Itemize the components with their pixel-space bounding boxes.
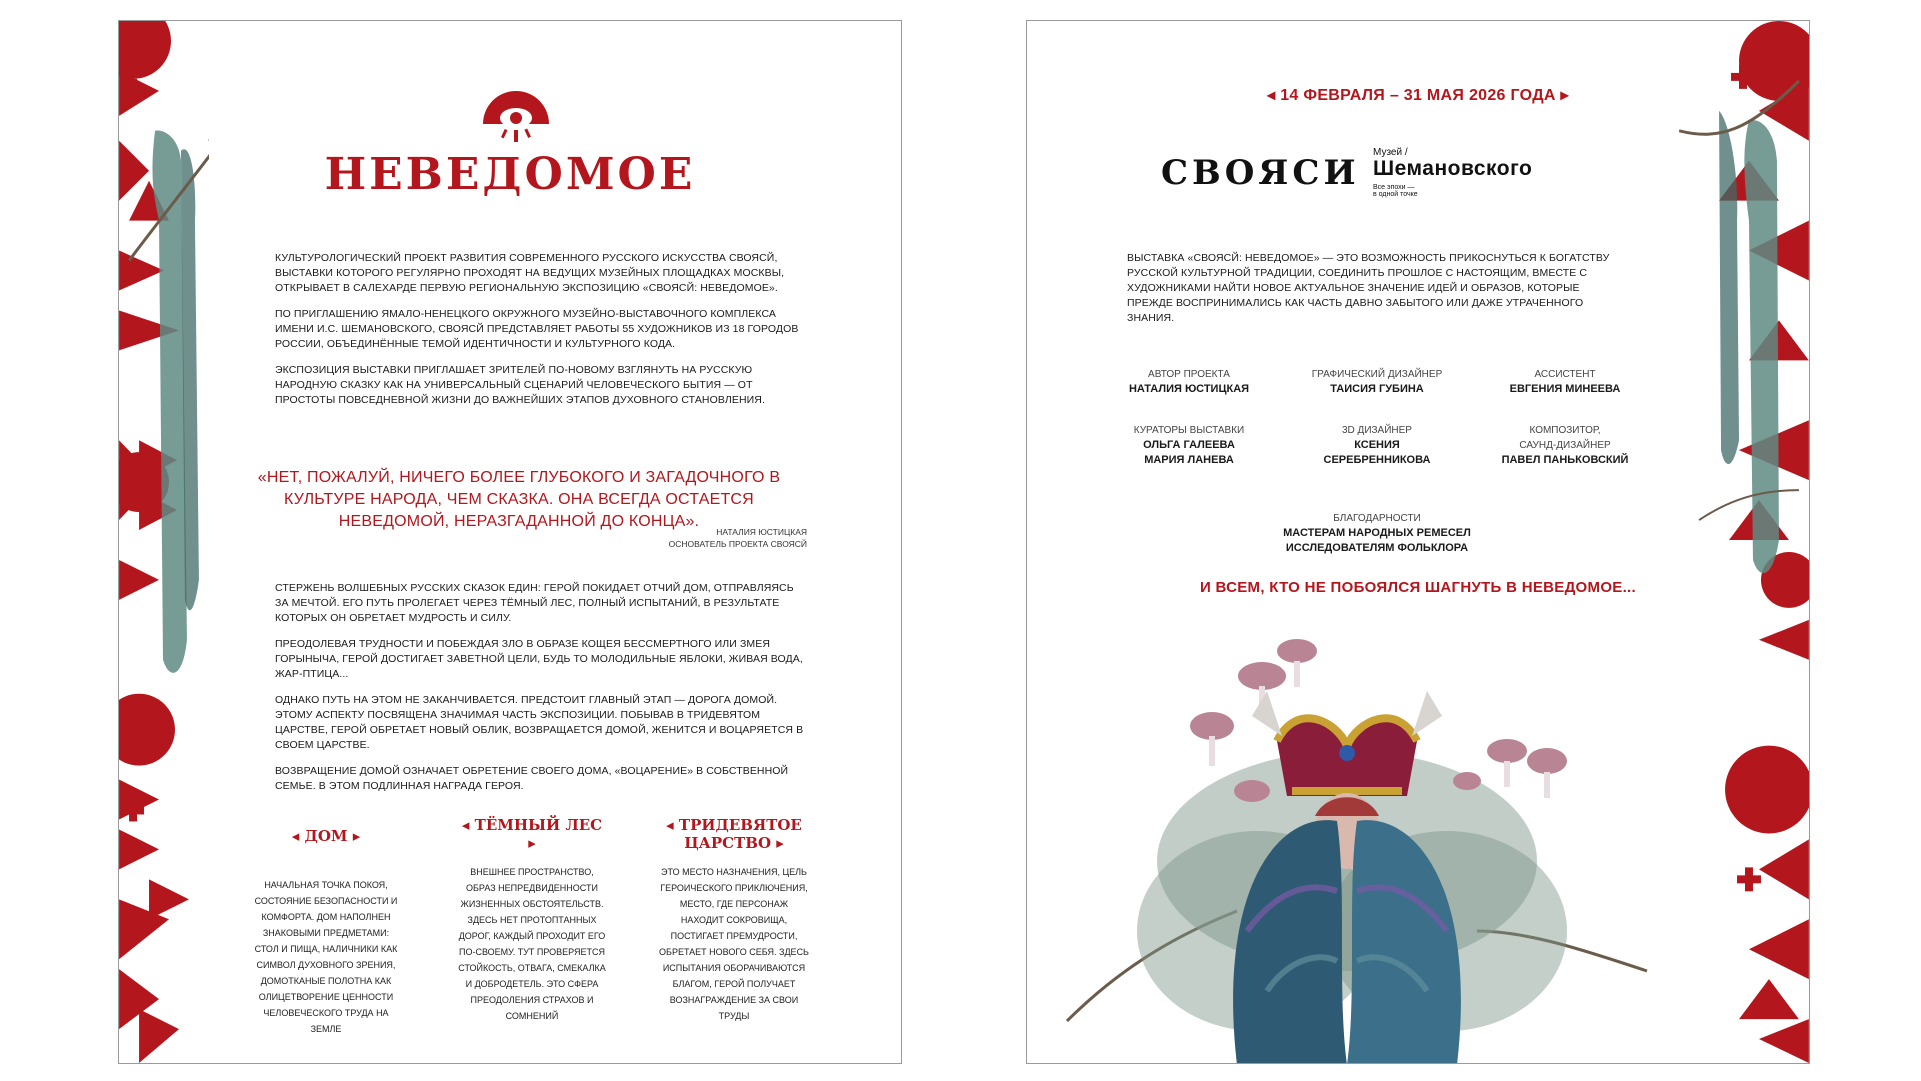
credit-thanks: БЛАГОДАРНОСТИ МАСТЕРАМ НАРОДНЫХ РЕМЕСЕЛ ИССЛЕДОВАТЕЛЯМ ФОЛЬКЛОРА [1283, 513, 1471, 554]
story-paragraph: ПРЕОДОЛЕВАЯ ТРУДНОСТИ И ПОБЕЖДАЯ ЗЛО В ОБРАЗЕ КОЩЕЯ БЕССМЕРТНОГО ИЛИ ЗМЕЯ ГОРЫНЫЧА, ГЕРОЙ ДОСТИГАЕТ ЗАВЕТНОЙ ЦЕЛИ, БУДЬ ТО МОЛОДИЛЬНЫЕ ЯБЛОКИ, ЖИВАЯ ВОДА, ЖАР-ПТИЦА... [275, 638, 803, 680]
museum-logo-tagline: в одной точке [1373, 191, 1418, 198]
intro-text [275, 251, 805, 419]
column-faraway-kingdom [659, 816, 809, 1024]
intro-paragraph: ПО ПРИГЛАШЕНИЮ ЯМАЛО-НЕНЕЦКОГО ОКРУЖНОГО МУЗЕЙНО-ВЫСТАВОЧНОГО КОМПЛЕКСА ИМЕНИ И.С. ШЕМАНОВСКОГО, СВОЯСЙ ПРЕДСТАВЛЯЕТ РАБОТЫ 55 ХУДОЖНИКОВ ИЗ 18 ГОРОДОВ РОССИИ, ОБЪЕДИНЁННЫЕ ТЕМОЙ ИДЕНТИЧНОСТИ И КУЛЬТУРНОГО КОДА. [275, 308, 799, 350]
column-text: ЭТО МЕСТО НАЗНАЧЕНИЯ, ЦЕЛЬ ГЕРОИЧЕСКОГО ПРИКЛЮЧЕНИЯ, МЕСТО, ГДЕ ПЕРСОНАЖ НАХОДИТ СОКРОВИЩА, ПОСТИГАЕТ ПРЕМУДРОСТИ, ОБРЕТАЕТ НОВОГО СЕБЯ. ЗДЕСЬ ИСПЫТАНИЯ ОБОРАЧИВАЮТСЯ БЛАГОМ, ГЕРОЙ ПОЛУЧАЕТ ВОЗНАГРАЖДЕНИЕ ЗА СВОИ ТРУДЫ [659, 867, 809, 1021]
story-paragraph: ОДНАКО ПУТЬ НА ЭТОМ НЕ ЗАКАНЧИВАЕТСЯ. ПРЕДСТОИТ ГЛАВНЫЙ ЭТАП — ДОРОГА ДОМОЙ. ЭТОМУ АСПЕКТУ ПОСВЯЩЕНА ЗНАЧИМАЯ ЧАСТЬ ЭКСПОЗИЦИИ. ПОБЫВАВ В ТРИДЕВЯТОМ ЦАРСТВЕ, ГЕРОЙ ОБРЕТАЕТ НОВЫЙ ОБЛИК, ВОЗВРАЩАЕТСЯ ДОМОЙ, ЖЕНИТСЯ И ВОЦАРЯЕТСЯ В СВОЕМ ЦАРСТВЕ. [275, 694, 804, 751]
exhibition-intro: ВЫСТАВКА «СВОЯСЙ: НЕВЕДОМОЕ» — ЭТО ВОЗМОЖНОСТЬ ПРИКОСНУТЬСЯ К БОГАТСТВУ РУССКОЙ КУЛЬТУРНОЙ ТРАДИЦИИ, СОЕДИНИТЬ ПРОШЛОЕ С НАСТОЯЩИМ, ВМЕСТЕ С ХУДОЖНИКАМИ НАЙТИ НОВОЕ АКТУАЛЬНОЕ ЗНАЧЕНИЕ ИДЕЙ И ОБРАЗОВ, КОТОРЫЕ ПРЕЖДЕ ВОСПРИНИМАЛИСЬ КАК ЧАСТЬ ДАВНО ЗАБЫТОГО ИЛИ ДАЖЕ УТРАЧЕННОГО ЗНАНИЯ. [1127, 252, 1610, 324]
story-text [275, 581, 805, 805]
left-page [118, 20, 902, 1064]
credit-composer: КОМПОЗИТОР, САУНД-ДИЗАЙНЕР ПАВЕЛ ПАНЬКОВСКИЙ [1501, 425, 1629, 466]
closing-line: И ВСЕМ, КТО НЕ ПОБОЯЛСЯ ШАГНУТЬ В НЕВЕДОМОЕ... [1199, 579, 1636, 596]
column-title: ◂ ТРИДЕВЯТОЕ ЦАРСТВО ▸ [666, 816, 802, 852]
credit-graphic-designer: ГРАФИЧЕСКИЙ ДИЗАЙНЕР ТАИСИЯ ГУБИНА [1311, 369, 1443, 395]
museum-logo-name: Шемановского [1373, 157, 1533, 180]
page-title: НЕВЕДОМОЕ [324, 149, 696, 200]
museum-logo [1373, 147, 1532, 198]
column-text: НАЧАЛЬНАЯ ТОЧКА ПОКОЯ, СОСТОЯНИЕ БЕЗОПАСНОСТИ И КОМФОРТА. ДОМ НАПОЛНЕН ЗНАКОВЫМИ ПРЕДМЕТАМИ: СТОЛ И ПИЩА, НАЛИЧНИКИ КАК СИМВОЛ ДУХОВНОГО ЗРЕНИЯ, ДОМОТКАНЫЕ ПОЛОТНА КАК ОЛИЦЕТВОРЕНИЕ ЦЕННОСТИ ЧЕЛОВЕЧЕСКОГО ТРУДА НА ЗЕМЛЕ [254, 880, 398, 1034]
column-dark-forest [457, 816, 607, 1024]
winged-figure-illustration [1047, 631, 1667, 1064]
ornament-strip-right [1679, 21, 1809, 1063]
credit-curators: КУРАТОРЫ ВЫСТАВКИ ОЛЬГА ГАЛЕЕВА МАРИЯ ЛАНЕВА [1133, 425, 1245, 466]
story-paragraph: ВОЗВРАЩЕНИЕ ДОМОЙ ОЗНАЧАЕТ ОБРЕТЕНИЕ СВОЕГО ДОМА, «ВОЦАРЕНИЕ» В СОБСТВЕННОЙ СЕМЬЕ. В ЭТОМ ПОДЛИННАЯ НАГРАДА ГЕРОЯ. [275, 765, 789, 792]
credit-3d-designer: 3D ДИЗАЙНЕР КСЕНИЯ СЕРЕБРЕННИКОВА [1323, 425, 1431, 466]
credit-author: АВТОР ПРОЕКТА НАТАЛИЯ ЮСТИЦКАЯ [1128, 369, 1250, 395]
story-paragraph: СТЕРЖЕНЬ ВОЛШЕБНЫХ РУССКИХ СКАЗОК ЕДИН: ГЕРОЙ ПОКИДАЕТ ОТЧИЙ ДОМ, ОТПРАВЛЯЯСЬ ЗА МЕЧТОЙ. ЕГО ПУТЬ ПРОЛЕГАЕТ ЧЕРЕЗ ТЁМНЫЙ ЛЕС, ПОЛНЫЙ ИСПЫТАНИЙ, В РЕЗУЛЬТАТЕ КОТОРЫХ ОН ОБРЕТАЕТ МУДРОСТЬ И СИЛУ. [275, 582, 794, 624]
column-title: ◂ ТЁМНЫЙ ЛЕС ▸ [461, 816, 603, 852]
museum-logo-tagline: Все эпохи — [1373, 184, 1415, 191]
quote-author-role: ОСНОВАТЕЛЬ ПРОЕКТА СВОЯСЙ [668, 539, 807, 549]
column-title: ◂ ДОМ ▸ [291, 827, 361, 845]
svoyasi-logo: СВОЯСИ [1161, 153, 1360, 193]
intro-paragraph: ЭКСПОЗИЦИЯ ВЫСТАВКИ ПРИГЛАШАЕТ ЗРИТЕЛЕЙ ПО-НОВОМУ ВЗГЛЯНУТЬ НА РУССКУЮ НАРОДНУЮ СКАЗКУ КАК НА УНИВЕРСАЛЬНЫЙ СЦЕНАРИЙ ЧЕЛОВЕЧЕСКОГО БЫТИЯ — ОТ ПРОСТОТЫ ПОВСЕДНЕВНОЙ ЖИЗНИ ДО ВАЖНЕЙШИХ ЭТАПОВ ДУХОВНОГО СТАНОВЛЕНИЯ. [275, 364, 765, 406]
pull-quote: «НЕТ, ПОЖАЛУЙ, НИЧЕГО БОЛЕЕ ГЛУБОКОГО И ЗАГАДОЧНОГО В КУЛЬТУРЕ НАРОДА, ЧЕМ СКАЗКА. ОНА ВСЕГДА ОСТАЕТСЯ НЕВЕДОМОЙ, НЕРАЗГАДАННОЙ ДО КОНЦА». [257, 469, 781, 530]
quote-author-name: НАТАЛИЯ ЮСТИЦКАЯ [716, 527, 807, 537]
credit-assistant: АССИСТЕНТ ЕВГЕНИЯ МИНЕЕВА [1509, 369, 1621, 395]
column-home [251, 827, 401, 1037]
intro-paragraph: КУЛЬТУРОЛОГИЧЕСКИЙ ПРОЕКТ РАЗВИТИЯ СОВРЕМЕННОГО РУССКОГО ИСКУССТВА СВОЯСЙ, ВЫСТАВКИ КОТОРОГО РЕГУЛЯРНО ПРОХОДЯТ НА ВЕДУЩИХ МУЗЕЙНЫХ ПЛОЩАДКАХ МОСКВЫ, ОТКРЫВАЕТ В САЛЕХАРДЕ ПЕРВУЮ РЕГИОНАЛЬНУЮ ЭКСПОЗИЦИЮ «СВОЯСЙ: НЕВЕДОМОЕ». [275, 252, 785, 294]
museum-logo-top: Музей / [1373, 147, 1408, 158]
right-page [1026, 20, 1810, 1064]
column-text: ВНЕШНЕЕ ПРОСТРАНСТВО, ОБРАЗ НЕПРЕДВИДЕННОСТИ ЖИЗНЕННЫХ ОБСТОЯТЕЛЬСТВ. ЗДЕСЬ НЕТ ПРОТОПТАННЫХ ДОРОГ, КАЖДЫЙ ПРОХОДИТ ЕГО ПО-СВОЕМУ. ТУТ ПРОВЕРЯЕТСЯ СТОЙКОСТЬ, ОТВАГА, СМЕКАЛКА И ДОБРОДЕТЕЛЬ. ЭТО СФЕРА ПРЕОДОЛЕНИЯ СТРАХОВ И СОМНЕНИЙ [458, 867, 606, 1021]
eye-logo-icon [481, 84, 551, 144]
quote-author [669, 526, 807, 550]
date-range: ◂ 14 ФЕВРАЛЯ – 31 МАЯ 2026 ГОДА ▸ [1267, 87, 1569, 104]
